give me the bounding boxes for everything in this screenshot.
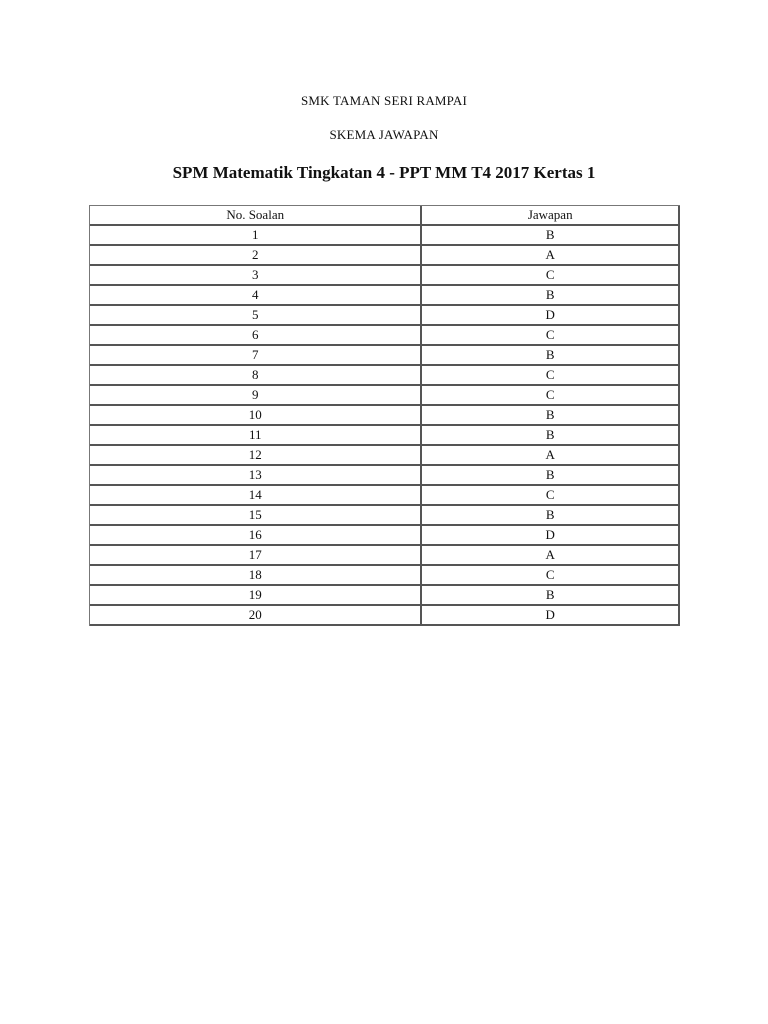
table-row <box>90 526 680 546</box>
answer-cell: A <box>422 446 680 466</box>
answer-cell: B <box>422 406 680 426</box>
question-number-cell: 13 <box>90 466 422 486</box>
question-number-cell: 14 <box>90 486 422 506</box>
table-row <box>90 466 680 486</box>
answer-cell: C <box>422 366 680 386</box>
answer-cell: C <box>422 266 680 286</box>
table-header-row <box>90 206 680 226</box>
table-row <box>90 486 680 506</box>
question-number-cell: 16 <box>90 526 422 546</box>
answer-cell: B <box>422 286 680 306</box>
table-row <box>90 606 680 626</box>
answer-cell: D <box>422 526 680 546</box>
answer-cell: C <box>422 326 680 346</box>
table-row <box>90 266 680 286</box>
answer-table <box>89 205 680 626</box>
answer-cell: D <box>422 306 680 326</box>
table-row <box>90 226 680 246</box>
answer-cell: B <box>422 466 680 486</box>
answer-cell: C <box>422 386 680 406</box>
document-title: SPM Matematik Tingkatan 4 - PPT MM T4 2017 Kertas 1 <box>172 163 596 182</box>
table-row <box>90 306 680 326</box>
question-number-cell: 2 <box>90 246 422 266</box>
question-number-cell: 3 <box>90 266 422 286</box>
question-number-cell: 7 <box>90 346 422 366</box>
answer-cell: C <box>422 566 680 586</box>
answer-cell: A <box>422 546 680 566</box>
question-number-cell: 19 <box>90 586 422 606</box>
question-number-cell: 10 <box>90 406 422 426</box>
question-number-cell: 17 <box>90 546 422 566</box>
question-number-cell: 12 <box>90 446 422 466</box>
table-row <box>90 386 680 406</box>
answer-table-body <box>90 226 680 626</box>
question-number-cell: 18 <box>90 566 422 586</box>
question-number-cell: 5 <box>90 306 422 326</box>
question-number-cell: 15 <box>90 506 422 526</box>
scheme-heading: SKEMA JAWAPAN <box>329 127 439 142</box>
answer-cell: B <box>422 506 680 526</box>
table-row <box>90 366 680 386</box>
answer-cell: B <box>422 346 680 366</box>
table-row <box>90 506 680 526</box>
question-number-cell: 9 <box>90 386 422 406</box>
answer-cell: A <box>422 246 680 266</box>
question-number-cell: 20 <box>90 606 422 626</box>
answer-cell: D <box>422 606 680 626</box>
question-number-cell: 4 <box>90 286 422 306</box>
table-row <box>90 546 680 566</box>
school-name: SMK TAMAN SERI RAMPAI <box>300 93 468 108</box>
table-row <box>90 426 680 446</box>
column-header-question-number: No. Soalan <box>90 206 422 226</box>
table-row <box>90 406 680 426</box>
answer-cell: B <box>422 426 680 446</box>
table-row <box>90 586 680 606</box>
table-row <box>90 346 680 366</box>
question-number-cell: 1 <box>90 226 422 246</box>
answer-cell: C <box>422 486 680 506</box>
answer-cell: B <box>422 586 680 606</box>
table-row <box>90 326 680 346</box>
question-number-cell: 11 <box>90 426 422 446</box>
column-header-answer: Jawapan <box>422 206 680 226</box>
table-row <box>90 566 680 586</box>
table-row <box>90 446 680 466</box>
table-row <box>90 246 680 266</box>
answer-cell: B <box>422 226 680 246</box>
question-number-cell: 6 <box>90 326 422 346</box>
question-number-cell: 8 <box>90 366 422 386</box>
table-row <box>90 286 680 306</box>
